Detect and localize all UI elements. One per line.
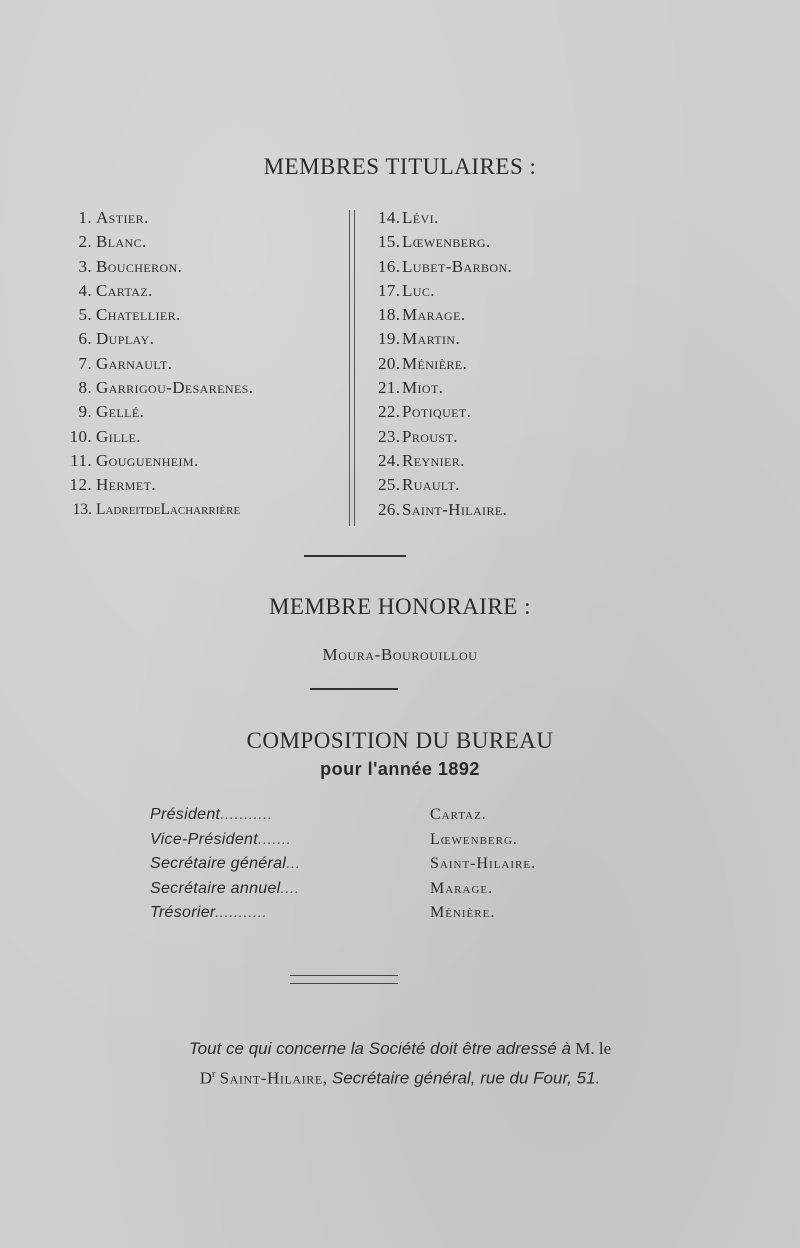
member-item — [62, 255, 347, 279]
bureau-holder: Ménière. — [430, 904, 496, 922]
member-number: 21. — [378, 378, 401, 398]
bureau-role-text: Secrétaire annuel — [150, 879, 281, 897]
bureau-row — [150, 803, 610, 828]
bureau-table — [150, 803, 610, 926]
footer-line1-italic: Tout ce qui concerne la Société doit être adressé à — [188, 1039, 571, 1058]
leader-dots: .... — [280, 879, 300, 897]
member-name: Potiquet. — [402, 402, 472, 422]
bureau-role-text: Trésorier — [150, 904, 215, 922]
member-name: Hermet. — [96, 475, 156, 495]
member-number: 17. — [378, 280, 401, 300]
member-number: 16. — [378, 256, 401, 276]
bureau-role-text: Secrétaire général — [150, 855, 287, 873]
bureau-row — [150, 877, 610, 902]
member-item — [62, 303, 347, 327]
footer-line1-tail: M. le — [575, 1039, 612, 1058]
member-item — [378, 279, 658, 303]
footer-dr: D — [199, 1068, 212, 1088]
member-name: LadreitdeLacharrière — [96, 500, 241, 518]
member-item — [378, 376, 658, 400]
member-item — [62, 425, 347, 449]
member-number: 24. — [378, 450, 401, 470]
member-item — [378, 352, 658, 376]
member-item — [62, 376, 347, 400]
member-name: Ruault. — [402, 475, 460, 495]
member-number: 18. — [378, 305, 401, 325]
member-number: 22. — [378, 402, 401, 422]
bureau-role — [150, 803, 360, 828]
member-number: 7. — [78, 353, 92, 373]
bureau-role-text: Président — [150, 806, 221, 823]
member-name: Chatellier. — [96, 305, 181, 325]
column-divider — [349, 210, 355, 526]
section-divider — [304, 555, 406, 557]
member-name: Miot. — [402, 378, 444, 398]
member-name: Luc. — [402, 280, 435, 300]
bureau-holder: Marage. — [430, 879, 494, 897]
member-name: Blanc. — [96, 232, 147, 252]
member-number: 1. — [78, 208, 92, 227]
member-name: Boucheron. — [96, 256, 183, 276]
member-item — [378, 230, 658, 254]
members-list-left — [62, 206, 347, 522]
membres-titulaires-heading: MEMBRES TITULAIRES : — [263, 154, 537, 179]
member-number: 20. — [378, 353, 401, 373]
leader-dots: ........... — [214, 904, 268, 922]
member-name: Lévi. — [402, 208, 439, 227]
member-item — [378, 498, 658, 522]
leader-dots: ........... — [220, 806, 273, 823]
member-item — [378, 206, 658, 230]
footer-line2-italic: Secrétaire général, rue du Four, 51. — [331, 1068, 601, 1088]
member-number: 25. — [378, 475, 401, 495]
member-name: Gouguenheim. — [96, 450, 199, 470]
member-name: Saint-Hilaire. — [402, 499, 508, 519]
member-number: 13. — [72, 500, 92, 518]
member-number: 15. — [378, 232, 401, 252]
member-item — [378, 449, 658, 473]
member-number: 14. — [378, 208, 401, 227]
member-name: Ménière. — [402, 353, 468, 373]
footer-note — [70, 1036, 730, 1092]
footer-dr-name: Saint-Hilaire, — [219, 1068, 328, 1088]
member-number: 10. — [69, 426, 92, 446]
member-name: Garrigou-Desarenes. — [96, 378, 254, 398]
member-name: Lœwenberg. — [402, 232, 491, 252]
bureau-role — [150, 877, 360, 902]
member-number: 23. — [378, 426, 401, 446]
bureau-row — [150, 828, 610, 853]
member-name: Cartaz. — [96, 280, 153, 300]
member-name: Proust. — [402, 426, 458, 446]
member-number: 12. — [69, 475, 92, 495]
bureau-role — [150, 901, 360, 926]
bureau-row — [150, 852, 610, 877]
member-name: Reynier. — [402, 450, 465, 470]
member-name: Lubet-Barbon. — [402, 256, 513, 276]
member-item — [62, 449, 347, 473]
member-number: 8. — [78, 378, 92, 398]
member-name: Gille. — [96, 426, 141, 446]
member-name: Astier. — [96, 208, 149, 227]
member-number: 9. — [78, 402, 92, 422]
member-number: 5. — [78, 305, 92, 325]
membre-honoraire-name: Moura-Bourouillou — [322, 645, 478, 664]
member-item — [62, 498, 347, 522]
member-name: Marage. — [402, 305, 466, 325]
member-item — [378, 473, 658, 497]
member-name: Duplay. — [96, 329, 155, 349]
member-number: 3. — [78, 256, 92, 276]
footer-dr-sup: r — [212, 1069, 216, 1080]
bureau-role-text: Vice-Président — [150, 830, 258, 848]
member-number: 11. — [70, 450, 92, 470]
bureau-row — [150, 901, 610, 926]
member-item — [62, 230, 347, 254]
bureau-holder: Cartaz. — [430, 806, 487, 823]
member-item — [62, 279, 347, 303]
member-item — [378, 255, 658, 279]
member-item — [378, 425, 658, 449]
member-name: Martin. — [402, 329, 461, 349]
member-item — [62, 473, 347, 497]
double-divider — [290, 975, 398, 984]
bureau-heading: COMPOSITION DU BUREAU — [246, 728, 554, 753]
member-item — [62, 400, 347, 424]
member-item — [378, 400, 658, 424]
member-number: 4. — [78, 280, 92, 300]
member-number: 2. — [78, 232, 92, 252]
member-number: 26. — [378, 499, 401, 519]
member-item — [62, 352, 347, 376]
member-item — [378, 303, 658, 327]
leader-dots: ....... — [257, 830, 292, 848]
members-list-right — [378, 206, 658, 522]
member-item — [62, 206, 347, 230]
bureau-subtitle: pour l'année 1892 — [320, 759, 480, 779]
member-name: Gellé. — [96, 402, 145, 422]
member-number: 6. — [78, 329, 92, 349]
member-item — [62, 327, 347, 351]
bureau-holder: Lœwenberg. — [430, 830, 518, 848]
membre-honoraire-heading: MEMBRE HONORAIRE : — [268, 594, 531, 619]
member-item — [378, 327, 658, 351]
member-number: 19. — [378, 329, 401, 349]
member-name: Garnault. — [96, 353, 173, 373]
leader-dots: ... — [286, 855, 301, 873]
section-divider — [310, 688, 398, 690]
bureau-holder: Saint-Hilaire. — [430, 855, 537, 873]
bureau-role — [150, 828, 360, 853]
bureau-role — [150, 852, 360, 877]
